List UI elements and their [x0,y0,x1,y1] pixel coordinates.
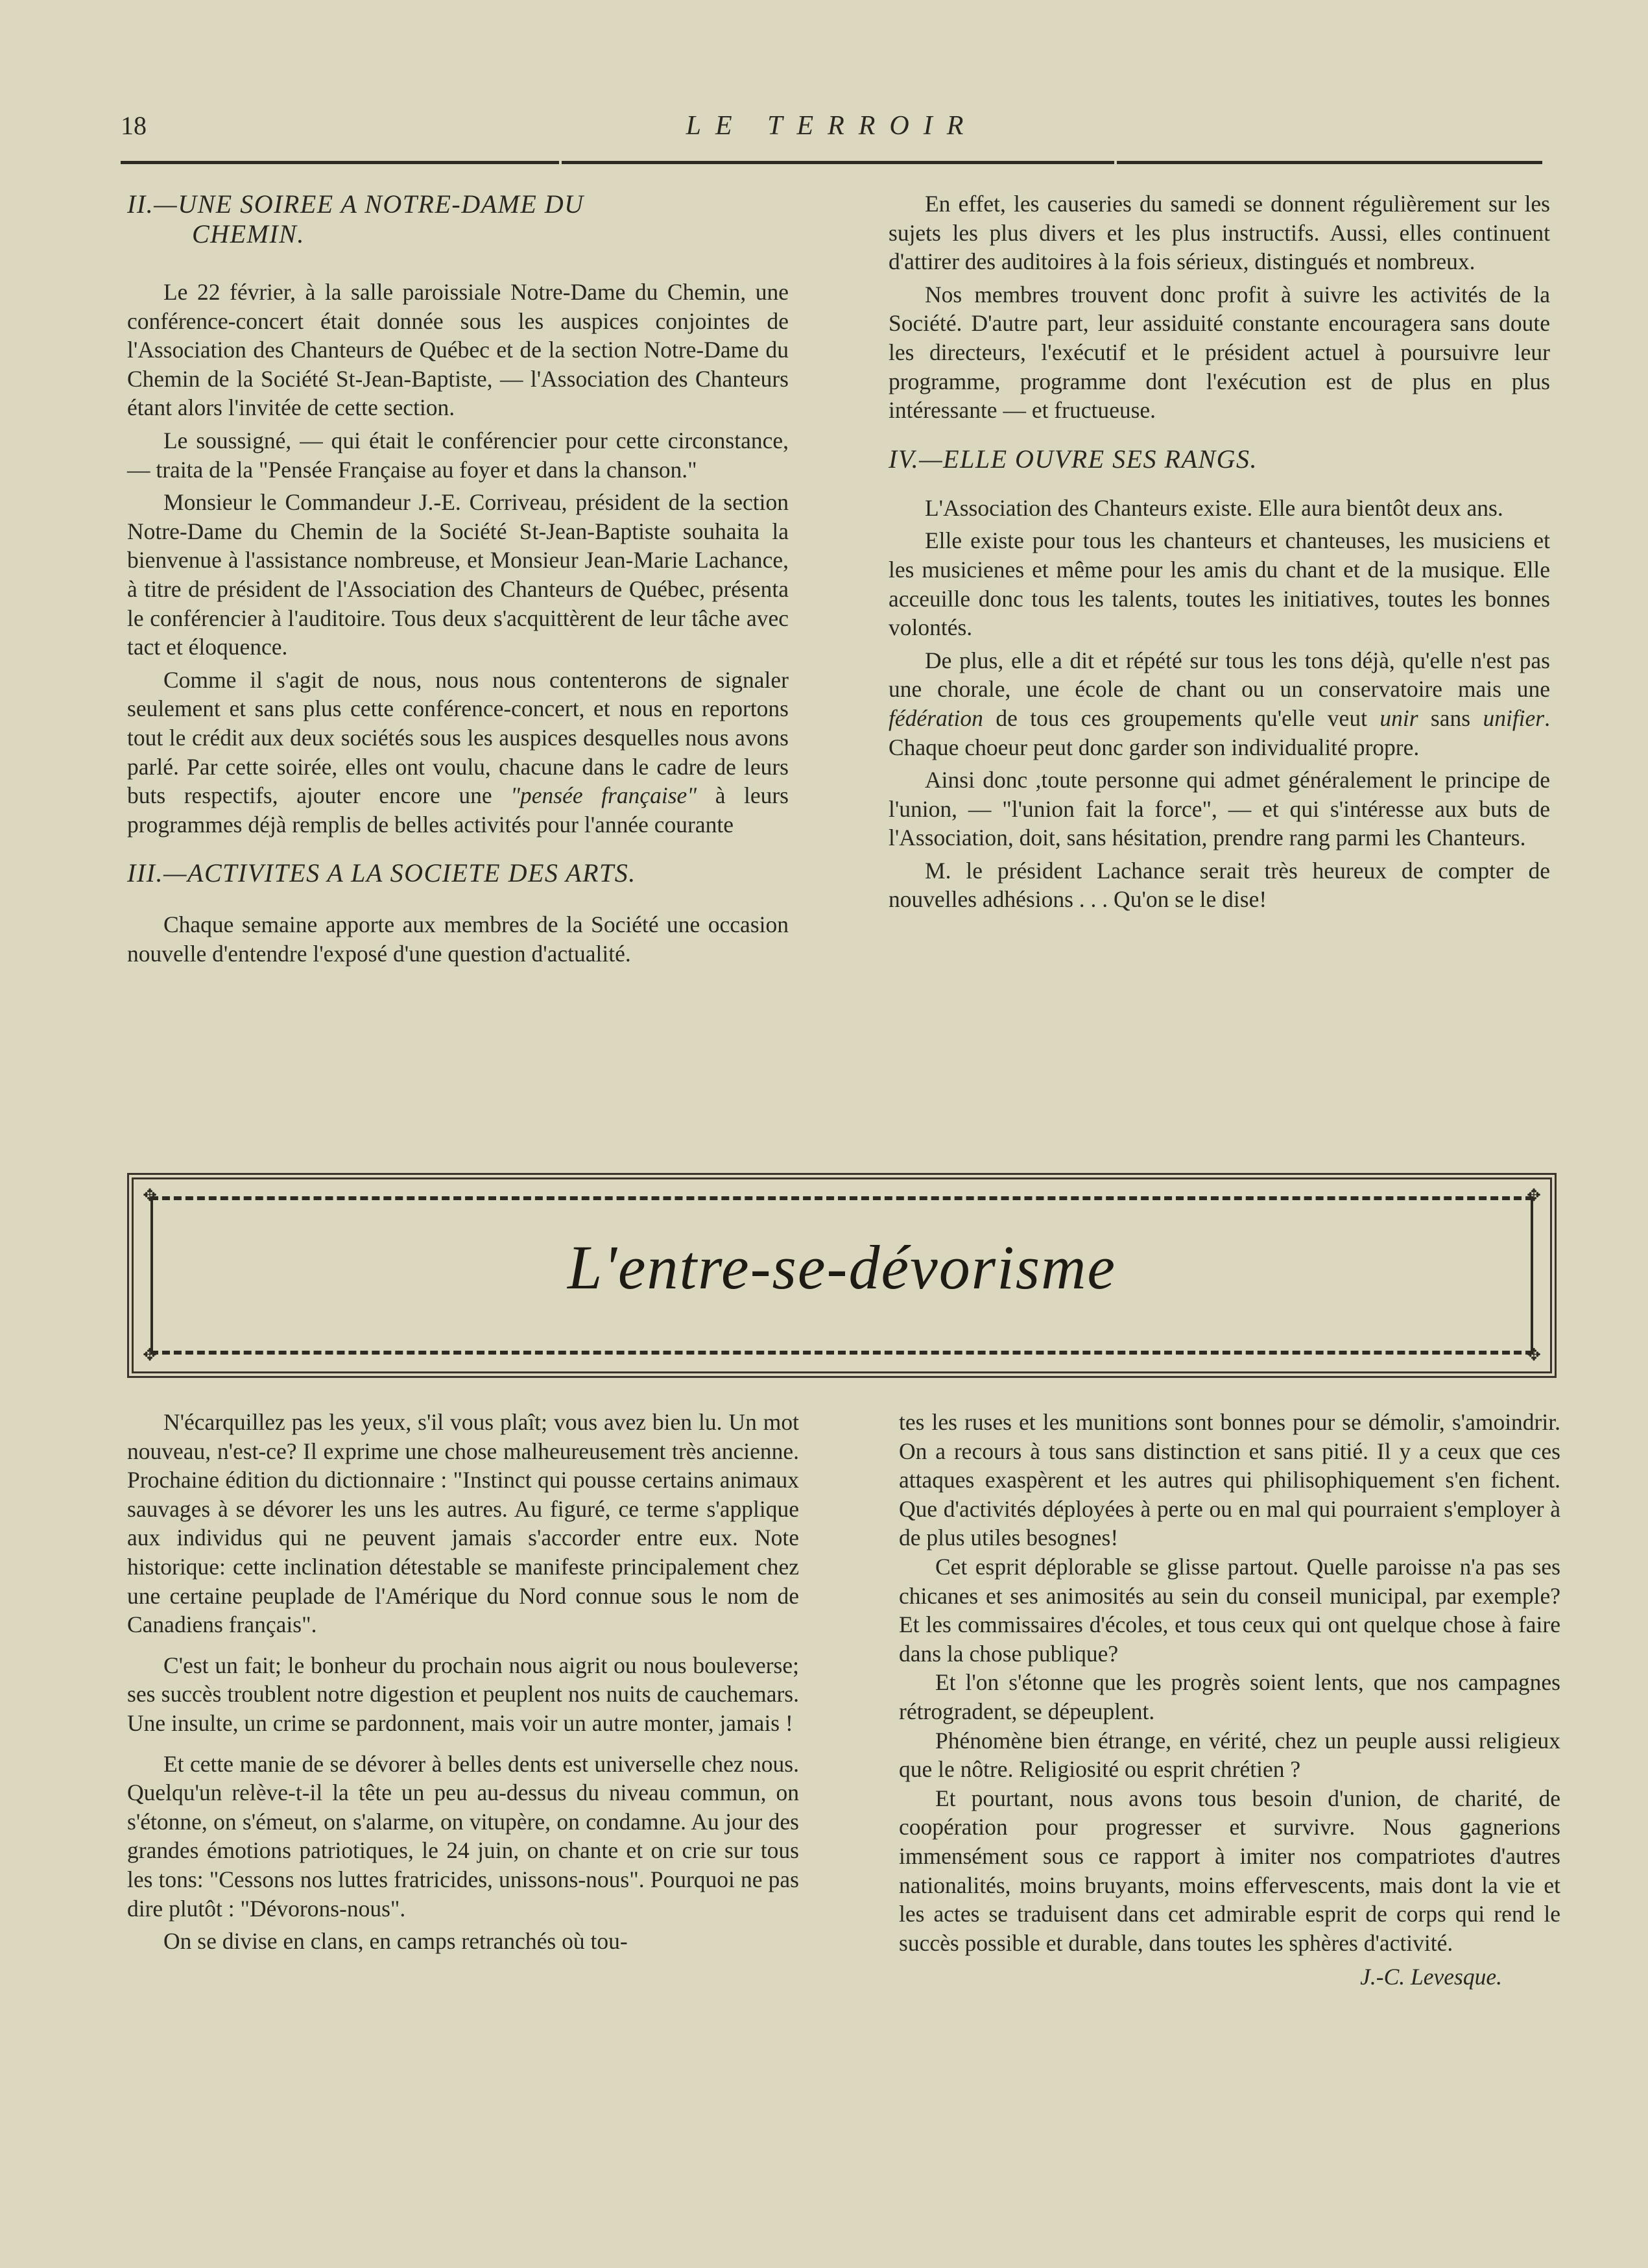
corner-ornament-icon: ✥ [1527,1186,1541,1205]
paragraph [889,646,1550,762]
column-top-left [127,189,789,968]
paragraph: Le 22 février, à la salle paroissiale Notre-Dame du Chemin, une conférence-concert était donnée sous les auspices conjointes de l'Association des Chanteurs de Québec et de la section Notre-Dame du Chemin de la Société St-Jean-Baptiste, — l'Association des Chanteurs étant alors l'invitée de cette section. [127,279,789,421]
running-title: LE TERROIR [686,111,978,141]
text-run: à leurs programmes déjà remplis de belles activités pour l'année courante [127,782,789,838]
paragraph: On se divise en clans, en camps retranchés où tou- [163,1928,628,1955]
section-heading-iii: III.—ACTIVITES A LA SOCIETE DES ARTS. [127,858,636,888]
paragraph: Et l'on s'étonne que les progrès soient lents, que nos campagnes rétrogradent, se dépeuplent. [899,1669,1560,1724]
column-bottom-right [899,1408,1560,1992]
paragraph [127,666,789,839]
page-number: 18 [121,111,147,140]
article-title-banner [127,1173,1557,1378]
paragraph: Ainsi donc ,toute personne qui admet généralement le principe de l'union, — "l'union fait la force", — et qui s'intéresse aux buts de l'Association, doit, sans hésitation, prendre rang parmi les Chanteurs. [889,767,1550,851]
emphasis: "pensée française" [510,782,697,809]
paragraph: Phénomène bien étrange, en vérité, chez un peuple aussi religieux que le nôtre. Religiosité ou esprit chrétien ? [899,1727,1560,1783]
corner-ornament-icon: ✥ [143,1345,157,1364]
text-run: . Chaque choeur peut donc garder son individualité propre. [889,705,1550,760]
emphasis: unir [1379,705,1418,731]
paragraph: Cet esprit déplorable se glisse partout. Quelle paroisse n'a pas ses chicanes et ses animosités au sein du conseil municipal, par exemple? Et les commissaires d'écoles, et tous ceux qui ont quelque chose à faire dans la chose publique? [899,1553,1560,1667]
text-run: sans [1418,705,1483,731]
corner-ornament-icon: ✥ [143,1186,157,1205]
paragraph: Et pourtant, nous avons tous besoin d'union, de charité, de coopération pour progresser et survivre. Nous gagnerions immensément sous ce rapport à imiter nos compatriotes d'autres nationalités, moins bruyants, moins effervescents, mais dont la vie et les actes se traduisent dans cet admirable esprit de corps qui rend le succès possible et durable, dans toutes les sphères d'activité. [899,1785,1560,1956]
header-rule-middle [562,161,1114,164]
paragraph: tes les ruses et les munitions sont bonnes pour se démolir, s'amoindrir. On a recours à tous sans distinction et sans pitié. Il y a ceux que ces attaques exaspèrent et les autres qui philisophiquement s'en fichent. Que d'activités déployées à perte ou en mal qui pourraient s'employer à de plus utiles besognes! [899,1409,1560,1551]
section-heading-iv: IV.—ELLE OUVRE SES RANGS. [889,444,1258,474]
emphasis: fédération [889,705,983,731]
paragraph: C'est un fait; le bonheur du prochain nous aigrit ou nous bouleverse; ses succès troublent notre digestion et peuplent nos nuits de cauchemars. Une insulte, un crime se pardonnent, mais voir un autre monter, jamais ! [127,1652,799,1736]
paragraph: Elle existe pour tous les chanteurs et chanteuses, les musiciens et les musicienes et même pour les amis du chant et de la musique. Elle acceuille donc tous les talents, toutes les initiatives, toutes les bonnes volontés. [889,527,1550,641]
header-rule-right [1117,161,1542,164]
corner-ornament-icon: ✥ [1527,1345,1541,1364]
paragraph: Nos membres trouvent donc profit à suivre les activités de la Société. D'autre part, leur assiduité constante encouragera sans doute les directeurs, l'exécutif et le président actuel à poursuivre leur programme, programme dont l'exécution est de plus en plus intéressante — et fructueuse. [889,281,1550,424]
column-top-right [889,189,1550,914]
text-run: de tous ces groupements qu'elle veut [983,705,1380,731]
text-run: De plus, elle a dit et répété sur tous les tons déjà, qu'elle n'est pas une chorale, une école de chant ou un conservatoire mais une [889,647,1550,703]
article-title: L'entre-se-dévorisme [567,1233,1117,1302]
section-heading-ii [127,189,789,249]
paragraph: Chaque semaine apporte aux membres de la Société une occasion nouvelle d'entendre l'exposé d'une question d'actualité. [127,911,789,967]
column-bottom-left [127,1408,799,1956]
header-rule-left [121,161,559,164]
text-run: Comme il s'agit de nous, nous nous contenterons de signaler seulement et sans plus cette conférence-concert, et nous en reportons tout le crédit aux deux sociétés sous les auspices desquelles nous avons parlé. Par cette soirée, elles ont voulu, chacune dans le cadre de leurs buts respectifs, ajouter encore une [127,666,789,809]
paragraph: Monsieur le Commandeur J.-E. Corriveau, président de la section Notre-Dame du Chemin de la Société St-Jean-Baptiste souhaita la bienvenue à l'assistance nombreuse, et Monsieur Jean-Marie Lachance, à titre de président de l'Association des Chanteurs de Québec, présenta le conférencier à l'auditoire. Tous deux s'acquittèrent de leur tâche avec tact et éloquence. [127,489,789,660]
paragraph: L'Association des Chanteurs existe. Elle aura bientôt deux ans. [925,494,1503,521]
emphasis: unifier [1483,705,1545,731]
paragraph: En effet, les causeries du samedi se donnent régulièrement sur les sujets les plus divers et les plus instructifs. Aussi, elles continuent d'attirer des auditoires à la fois sérieux, distingués et nombreux. [889,191,1550,275]
author-signature: J.-C. Levesque. [1360,1964,1502,1990]
section-heading-line: II.—UNE SOIREE A NOTRE-DAME DU [127,189,584,219]
section-heading-line: CHEMIN. [192,219,305,248]
paragraph: N'écarquillez pas les yeux, s'il vous plaît; vous avez bien lu. Un mot nouveau, n'est-ce? Il exprime une chose malheureusement très ancienne. Prochaine édition du dictionnaire : "Instinct qui pousse certains animaux sauvages à se dévorer les uns les autres. Au figuré, ce terme s'applique aux individus qui ne peuvent jamais s'accorder entre eux. Note historique: cette inclination détestable se manifeste principalement chez une certaine peuplade de l'Amérique du Nord connue sous le nom de Canadiens français". [127,1409,799,1638]
paragraph: Le soussigné, — qui était le conférencier pour cette circonstance, — traita de la "Pensée Française au foyer et dans la chanson." [127,427,789,483]
paragraph: Et cette manie de se dévorer à belles dents est universelle chez nous. Quelqu'un relève-t-il la tête un peu au-dessus du niveau commun, on s'étonne, on s'émeut, on s'alarme, on vitupère, on condamne. Au jour des grandes émotions patriotiques, le 24 juin, on chante et on crie sur tous les tons: "Cessons nos luttes fratricides, unissons-nous". Pourquoi ne pas dire plutôt : "Dévorons-nous". [127,1750,799,1922]
page-header [121,110,1543,149]
paragraph: M. le président Lachance serait très heureux de compter de nouvelles adhésions . . . Qu'on se le dise! [889,857,1550,913]
